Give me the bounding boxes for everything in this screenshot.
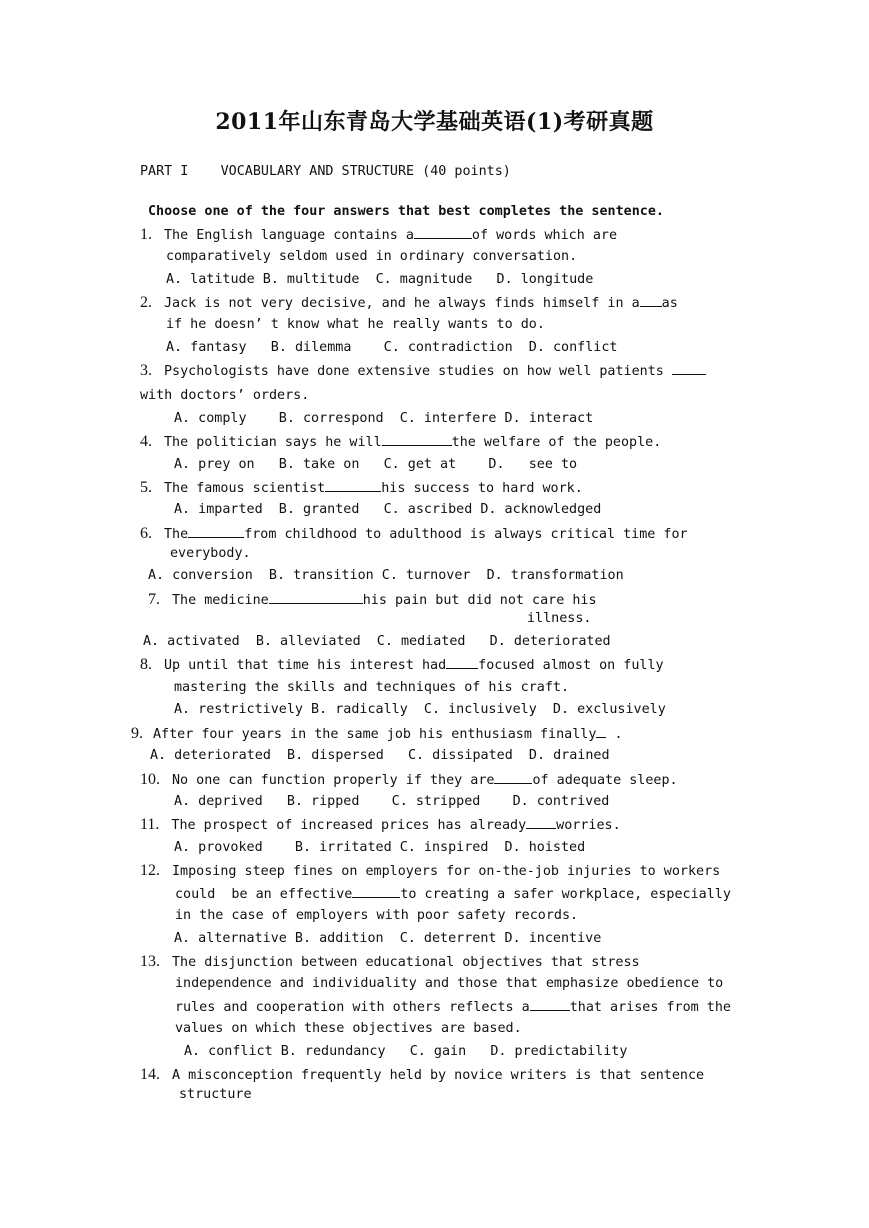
answer-blank xyxy=(414,226,472,239)
answer-options: A. fantasy B. dilemma C. contradiction D. conflict xyxy=(166,340,618,355)
answer-options: A. comply B. correspond C. interfere D. interact xyxy=(174,411,594,426)
question-2: 2. Jack is not very decisive, and he always finds himself in a as xyxy=(140,294,678,311)
answer-blank xyxy=(596,725,606,738)
answer-options: A. conversion B. transition C. turnover D. transformation xyxy=(148,568,624,583)
answer-blank xyxy=(530,998,570,1011)
answer-options: A. provoked B. irritated C. inspired D. hoisted xyxy=(174,840,586,855)
question-7: 7. The medicine his pain but did not care his xyxy=(148,591,597,608)
question-5: 5. The famous scientist his success to hard work. xyxy=(140,479,583,496)
answer-blank xyxy=(446,656,478,669)
page-title: 2011年山东青岛大学基础英语(1)考研真题 xyxy=(215,109,654,135)
answer-blank xyxy=(269,591,363,604)
answer-options: A. imparted B. granted C. ascribed D. acknowledged xyxy=(174,502,602,517)
question-11: 11. The prospect of increased prices has already worries. xyxy=(140,816,621,833)
answer-blank xyxy=(494,771,532,784)
instruction: Choose one of the four answers that best completes the sentence. xyxy=(148,204,664,219)
question-number: 1. xyxy=(140,226,152,243)
answer-options: A. activated B. alleviated C. mediated D. deteriorated xyxy=(143,634,611,649)
answer-blank xyxy=(382,433,452,446)
answer-blank xyxy=(352,885,400,898)
answer-blank xyxy=(325,479,381,492)
answer-options: A. prey on B. take on C. get at D. see to xyxy=(174,457,578,472)
part-heading xyxy=(140,163,511,181)
question-8: 8. Up until that time his interest had focused almost on fully xyxy=(140,656,664,673)
question-3: 3. Psychologists have done extensive studies on how well patients xyxy=(140,362,706,381)
question-12: 12. Imposing steep fines on employers for on-the-job injuries to workers xyxy=(140,862,721,879)
answer-blank xyxy=(188,525,244,538)
question-13: 13. The disjunction between educational objectives that stress xyxy=(140,953,640,970)
answer-options: A. alternative B. addition C. deterrent D. incentive xyxy=(174,931,602,946)
question-14: 14. A misconception frequently held by novice writers is that sentence xyxy=(140,1066,705,1083)
document-page: 2011年山东青岛大学基础英语(1)考研真题 PART I VOCABULARY AND STRUCTURE (40 points) Choose one of the four answers that best completes the sentence. 1. The English language contains a of words which are comparatively seldom used in ordinary conversation. A. latitude B. multitude C. magnitude D. longitude 2. Jack is not very decisive, and he always finds himself in a as if he doesn’ t know what he really wants to do. A. fantasy B. dilemma C. contradiction D. conflict 3. Psychologists have done extensive studies on how well patients with doctors’ orders. A. comply B. correspond C. interfere D. interact 4. The politician says he will the welfare of the people. A. prey on B. take on C. get at D. see to 5. The famous scientist his success to hard work. A. imparted B. granted C. ascribed D. acknowledged 6. The from childhood to adulthood is always critical time for everybody. A. conversion B. transition C. turnover D. transformation 7. The medicine his pain but did not care his illness. A. activated B. alleviated C. mediated D. deteriorated 8. Up until that time his interest had focused almost on fully mastering the skills and techniques of his craft. A. restrictively B. radically C. inclusively D. exclusively 9. After four years in the same job his enthusiasm finally . A. deteriorated B. dispersed C. dissipated D. drained 10. No one can function properly if they are of adequate sleep. A. deprived B. ripped C. stripped D. contrived 11. The prospect of increased prices has already worries. A. provoked B. irritated C. inspired D. hoisted 12. Imposing steep fines on employers for on-the-job injuries to workers could be an effective to creating a safer workplace, especially in the case of employers with poor safety records. A. alternative B. addition C. deterrent D. incentive 13. The disjunction between educational objectives that stress independence and individuality and those that emphasize obedience to rules and cooperation with others reflects a that arises from the values on which these objectives are based. A. conflict B. redundancy C. gain D. predictability 14. A misconception frequently held by novice writers is that sentence structure xyxy=(0,0,869,1228)
question-9: 9. After four years in the same job his enthusiasm finally . xyxy=(131,725,623,742)
question-6: 6. The from childhood to adulthood is always critical time for xyxy=(140,525,688,542)
question-4: 4. The politician says he will the welfare of the people. xyxy=(140,433,662,450)
question-1: 1. The English language contains a of words which are xyxy=(140,226,618,243)
answer-blank xyxy=(672,362,706,375)
answer-blank xyxy=(526,816,556,829)
answer-options: A. deteriorated B. dispersed C. dissipated D. drained xyxy=(150,748,610,763)
answer-blank xyxy=(640,294,662,307)
answer-options: A. deprived B. ripped C. stripped D. contrived xyxy=(174,794,610,809)
part-name: VOCABULARY AND STRUCTURE (40 points) xyxy=(220,164,511,179)
part-label: PART I xyxy=(140,164,189,179)
answer-options: A. latitude B. multitude C. magnitude D. longitude xyxy=(166,272,594,287)
question-10: 10. No one can function properly if they are of adequate sleep. xyxy=(140,771,678,788)
answer-options: A. conflict B. redundancy C. gain D. predictability xyxy=(184,1044,628,1059)
answer-options: A. restrictively B. radically C. inclusively D. exclusively xyxy=(174,702,666,717)
